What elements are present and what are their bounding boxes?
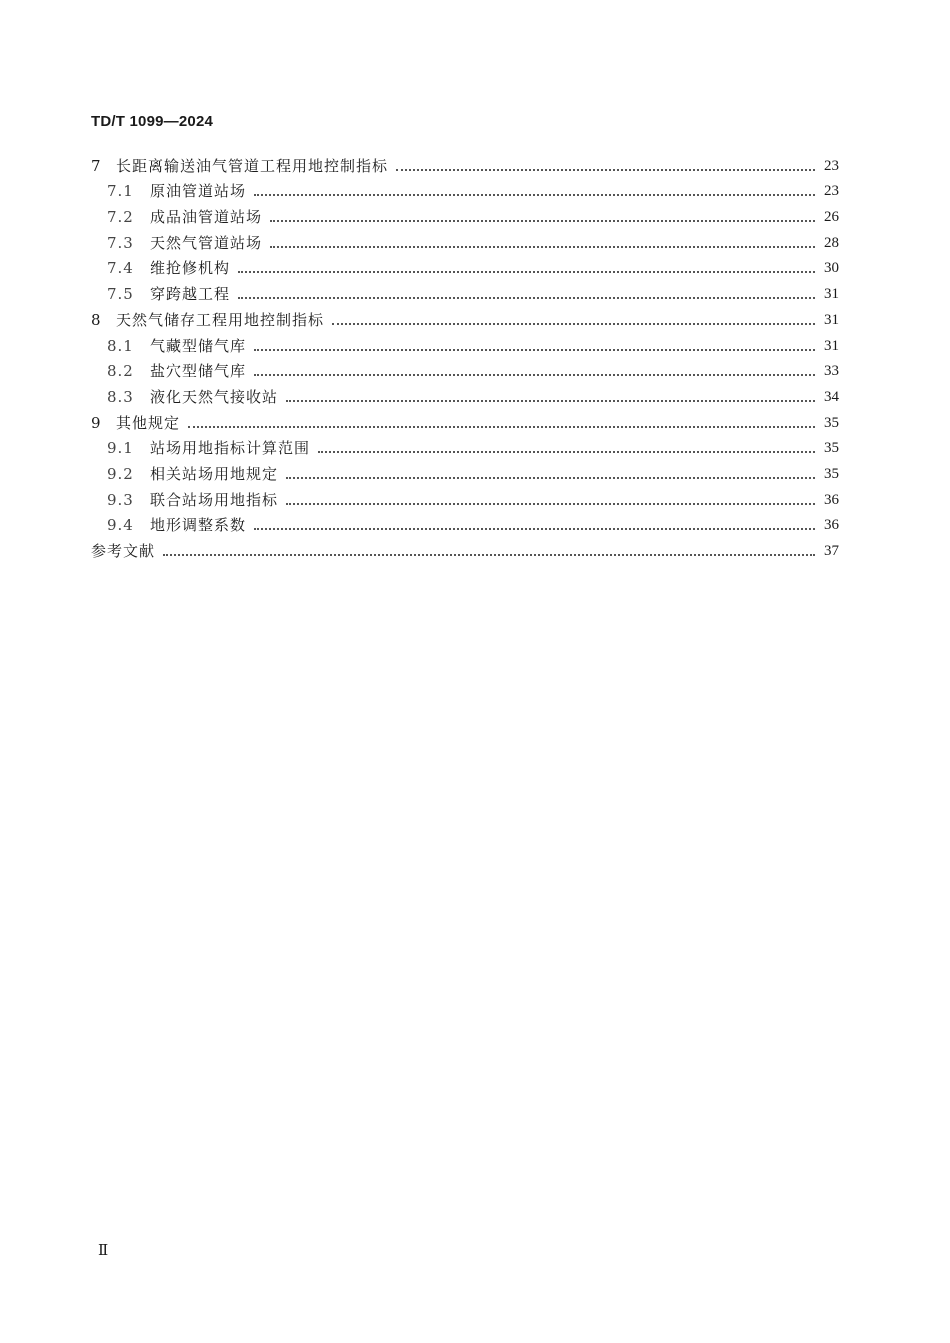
toc-dot-leader [254,373,815,376]
toc-entry-number: 9.3 [107,490,134,509]
toc-entry-7-1[interactable] [91,176,839,202]
toc-dot-leader [318,450,815,453]
toc-entry-page: 36 [824,491,839,508]
toc-entry-title: 原油管道站场 [150,182,247,201]
toc-entry-7-3[interactable] [91,227,839,253]
toc-entry-number: 9.1 [107,439,134,458]
toc-dot-leader [254,348,815,351]
toc-entry-number: 9 [91,413,101,432]
toc-entry-title: 天然气管道站场 [150,233,263,252]
toc-entry-page: 37 [824,543,839,559]
toc-entry-title: 长距离输送油气管道工程用地控制指标 [116,156,389,175]
toc-dot-leader [286,502,815,505]
toc-dot-leader [238,296,815,299]
toc-entry-number: 7.1 [107,182,134,201]
toc-entry-number: 7.4 [107,259,134,278]
toc-entry-9-1[interactable] [91,433,839,459]
toc-entry-number: 7.2 [107,208,134,227]
toc-entry-page: 23 [824,183,839,200]
toc-entry-9[interactable] [91,407,839,433]
toc-entry-title: 其他规定 [116,413,181,432]
toc-entry-9-4[interactable] [91,510,839,536]
toc-dot-leader [396,168,815,171]
toc-entry-9-2[interactable] [91,458,839,484]
toc-entry-page: 35 [824,440,839,457]
toc-entry-page: 28 [824,234,839,251]
toc-dot-leader [286,476,815,479]
toc-entry-7-5[interactable] [91,278,839,304]
toc-entry-number: 8.2 [107,362,134,381]
toc-dot-leader [270,219,815,222]
toc-dot-leader [332,322,815,325]
toc-entry-number: 7 [91,156,101,175]
toc-dot-leader [286,399,815,402]
toc-entry-number: 8.1 [107,336,134,355]
toc-entry-page: 35 [824,414,839,431]
toc-entry-7-2[interactable] [91,201,839,227]
toc-entry-number: 8.3 [107,387,134,406]
toc-entry-page: 31 [824,337,839,354]
toc-entry-title: 天然气储存工程用地控制指标 [116,310,325,329]
toc-dot-leader [270,245,815,248]
table-of-contents [91,150,839,561]
toc-dot-leader [238,270,815,273]
toc-entry-page: 31 [824,311,839,328]
toc-entry-title: 维抢修机构 [150,259,231,278]
toc-dot-leader [254,193,815,196]
toc-entry-8-3[interactable] [91,381,839,407]
toc-dot-leader [163,553,815,556]
toc-entry-page: 30 [824,260,839,277]
toc-entry-title: 气藏型储气库 [150,336,247,355]
toc-entry-number: 7.3 [107,233,134,252]
toc-entry-title: 液化天然气接收站 [150,387,279,406]
toc-entry-page: 26 [824,209,839,226]
toc-entry-number: 8 [91,310,101,329]
toc-entry-page: 31 [824,286,839,303]
toc-dot-leader [254,527,815,530]
toc-entry-number: 9.4 [107,516,134,535]
toc-entry-title: 盐穴型储气库 [150,362,247,381]
toc-entry-title: 站场用地指标计算范围 [150,439,311,458]
toc-entry-page: 33 [824,363,839,380]
toc-entry-8-2[interactable] [91,356,839,382]
toc-entry-title: 成品油管道站场 [150,208,263,227]
toc-entry-title: 相关站场用地规定 [150,464,279,483]
toc-entry-title: 联合站场用地指标 [150,490,279,509]
toc-entry-references[interactable] [91,535,839,561]
toc-entry-title: 穿跨越工程 [150,285,231,304]
toc-entry-7-4[interactable] [91,253,839,279]
toc-entry-page: 36 [824,517,839,534]
toc-entry-number: 7.5 [107,285,134,304]
toc-entry-7[interactable] [91,150,839,176]
toc-entry-page: 34 [824,388,839,405]
page-number-footer: Ⅱ [98,1243,109,1259]
standard-code-header: TD/T 1099—2024 [91,113,214,130]
toc-entry-8-1[interactable] [91,330,839,356]
toc-entry-9-3[interactable] [91,484,839,510]
toc-entry-title: 地形调整系数 [150,516,247,535]
toc-entry-number: 9.2 [107,464,134,483]
toc-entry-page: 35 [824,465,839,482]
toc-entry-page: 23 [824,157,839,174]
toc-entry-8[interactable] [91,304,839,330]
toc-entry-title: 参考文献 [91,542,156,560]
toc-dot-leader [188,425,815,428]
